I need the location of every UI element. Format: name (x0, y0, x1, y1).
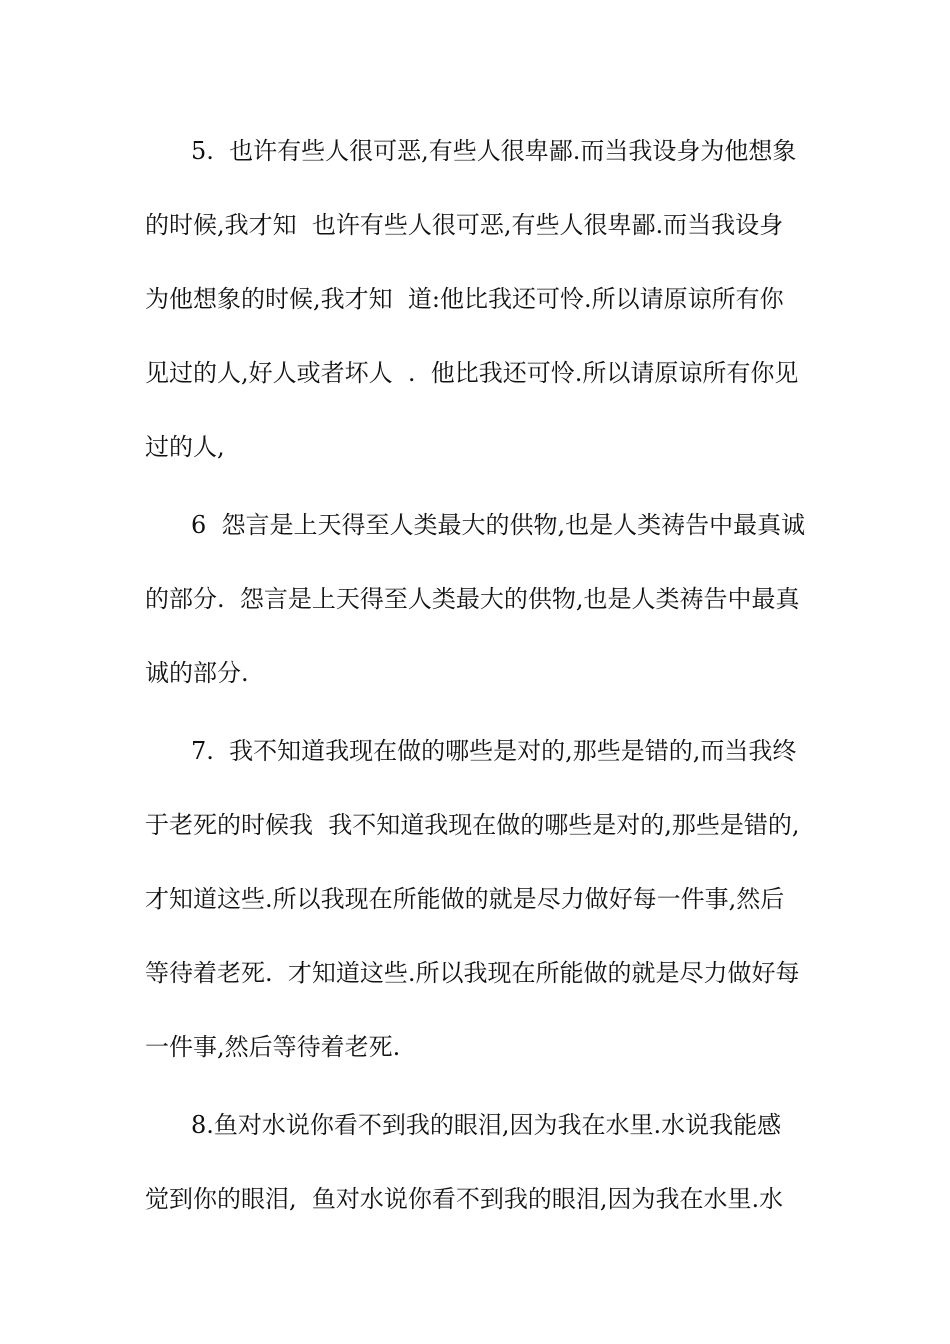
paragraph-7-line-1: 7. 我不知道我现在做的哪些是对的,那些是错的,而当我终 (191, 737, 797, 765)
paragraph-5-line-1: 5. 也许有些人很可恶,有些人很卑鄙.而当我设身为他想象 (191, 137, 797, 165)
paragraph-5-line-3: 为他想象的时候,我才知 道:他比我还可怜.所以请原谅所有你 (145, 285, 784, 313)
paragraph-7-line-4: 等待着老死. 才知道这些.所以我现在所能做的就是尽力做好每 (145, 959, 800, 987)
paragraph-7-line-3: 才知道这些.所以我现在所能做的就是尽力做好每一件事,然后 (145, 885, 785, 913)
paragraph-8-line-1: 8.鱼对水说你看不到我的眼泪,因为我在水里.水说我能感 (191, 1111, 782, 1139)
paragraph-5-line-2: 的时候,我才知 也许有些人很可恶,有些人很卑鄙.而当我设身 (145, 211, 784, 239)
paragraph-7-line-2: 于老死的时候我 我不知道我现在做的哪些是对的,那些是错的, (145, 811, 800, 839)
paragraph-7-line-5: 一件事,然后等待着老死. (145, 1033, 401, 1061)
paragraph-6-line-3: 诚的部分. (145, 659, 249, 687)
paragraph-5-line-4: 见过的人,好人或者坏人 . 他比我还可怜.所以请原谅所有你见 (145, 359, 799, 387)
paragraph-5-line-5: 过的人, (145, 433, 225, 461)
paragraph-6-line-2: 的部分. 怨言是上天得至人类最大的供物,也是人类祷告中最真 (145, 585, 800, 613)
paragraph-8-line-2: 觉到你的眼泪, 鱼对水说你看不到我的眼泪,因为我在水里.水 (145, 1185, 784, 1213)
paragraph-6-line-1: 6 怨言是上天得至人类最大的供物,也是人类祷告中最真诚 (191, 511, 806, 539)
